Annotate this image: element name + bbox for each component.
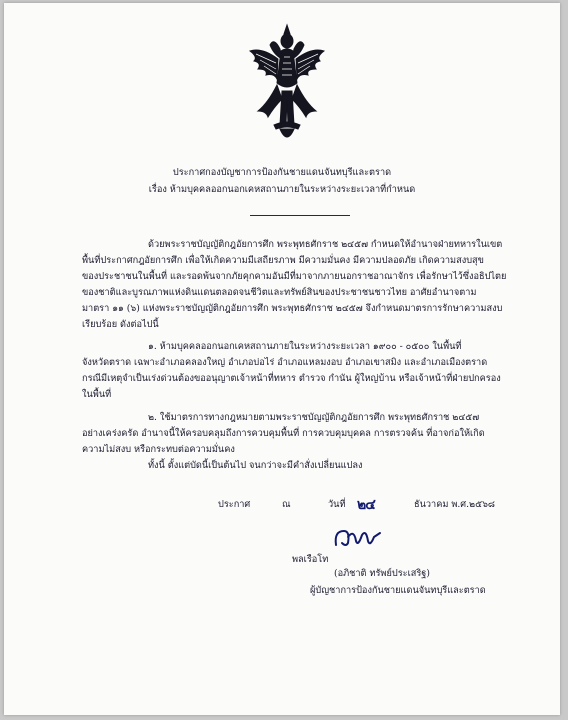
clause-1-line: ๑. ห้ามบุคคลออกนอกเคหสถานภายในระหว่างระยะเวลา ๑๙๐๐ - ๐๕๐๐ ในพื้นที่ bbox=[148, 341, 462, 352]
clause-2-line: ความไม่สงบ หรือกระทบต่อความมั่นคง bbox=[82, 444, 235, 455]
dateline-month-year: ธันวาคม พ.ศ.๒๕๖๘ bbox=[414, 499, 495, 510]
dateline-day: ๒๔ bbox=[357, 497, 375, 513]
intro-line: พื้นที่ประกาศกฎอัยการศึก เพื่อให้เกิดความมีเสถียรภาพ มีความมั่นคง มีความปลอดภัย เกิดความสงบสุข bbox=[82, 255, 484, 266]
signer-name: (อภิชาติ ทรัพย์ประเสริฐ) bbox=[334, 568, 430, 579]
clause-2-line: อย่างเคร่งครัด อำนาจนี้ให้ครอบคลุมถึงการควบคุมพื้นที่ การควบคุมบุคคล การตรวจค้น ที่อาจก่อให้เกิด bbox=[82, 428, 485, 439]
closing-line: ทั้งนี้ ตั้งแต่บัดนี้เป็นต้นไป จนกว่าจะมีคำสั่งเปลี่ยนแปลง bbox=[148, 460, 363, 471]
handwritten-signature bbox=[330, 525, 386, 549]
signer-rank: พลเรือโท bbox=[292, 554, 329, 565]
announcement-title: ประกาศกองบัญชาการป้องกันชายแดนจันทบุรีและตราด bbox=[172, 167, 392, 178]
dateline-day-label: วันที่ bbox=[328, 499, 346, 510]
clause-1-line: ในพื้นที่ bbox=[82, 389, 112, 400]
intro-line: เรียบร้อย ดังต่อไปนี้ bbox=[82, 319, 159, 330]
intro-line: มาตรา ๑๑ (๖) แห่งพระราชบัญญัติกฎอัยการศึก พระพุทธศักราช ๒๔๕๗ จึงกำหนดมาตรการรักษาความสงบ bbox=[82, 303, 503, 314]
clause-1-line: จังหวัดตราด เฉพาะอำเภอคลองใหญ่ อำเภอบ่อไร่ อำเภอแหลมงอบ อำเภอเขาสมิง และอำเภอเมืองตราด bbox=[82, 357, 488, 368]
intro-line: ของชาติและบูรณภาพแห่งดินแดนตลอดจนชีวิตและทรัพย์สินของประชาชนชาวไทย อาศัยอำนาจตาม bbox=[82, 287, 477, 298]
garuda-emblem-icon bbox=[244, 7, 330, 157]
title-divider bbox=[250, 215, 350, 216]
intro-line: ด้วยพระราชบัญญัติกฎอัยการศึก พระพุทธศักราช ๒๔๕๗ กำหนดให้อำนาจฝ่ายทหารในเขต bbox=[148, 239, 503, 250]
dateline-at: ณ bbox=[282, 499, 291, 510]
signer-position: ผู้บัญชาการป้องกันชายแดนจันทบุรีและตราด bbox=[310, 585, 486, 596]
announcement-subject: เรื่อง ห้ามบุคคลออกนอกเคหสถานภายในระหว่างระยะเวลาที่กำหนด bbox=[148, 184, 416, 195]
intro-line: ของประชาชนในพื้นที่ และรอดพ้นจากภัยคุกคามอันมีที่มาจากภายนอกราชอาณาจักร เพื่อรักษาไว้ซึ่งอธิปไตย bbox=[82, 271, 507, 282]
announcement-page bbox=[4, 3, 560, 715]
clause-2-line: ๒. ใช้มาตรการทางกฎหมายตามพระราชบัญญัติกฎอัยการศึก พระพุทธศักราช ๒๔๕๗ bbox=[148, 412, 480, 423]
clause-1-line: กรณีมีเหตุจำเป็นเร่งด่วนต้องขออนุญาตเจ้าหน้าที่ทหาร ตำรวจ กำนัน ผู้ใหญ่บ้าน หรือเจ้าหน้าที่ฝ่ายปกครอง bbox=[82, 373, 501, 384]
dateline-announced: ประกาศ bbox=[218, 499, 251, 510]
